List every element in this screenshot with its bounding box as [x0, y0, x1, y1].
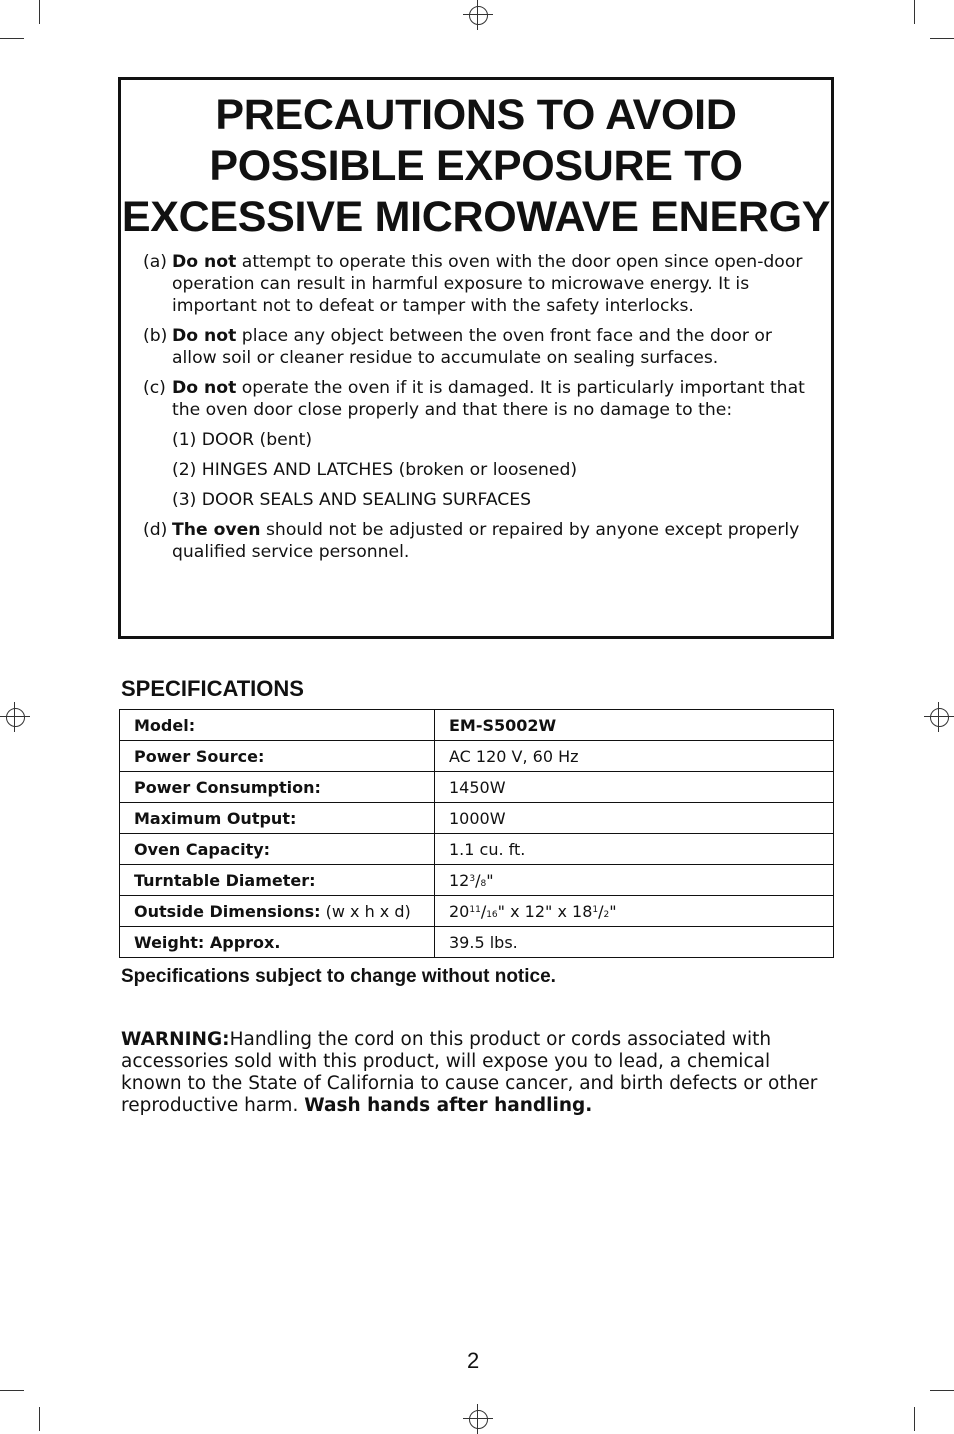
crop-mark: [39, 1407, 40, 1431]
fraction-denominator: 16: [486, 909, 498, 920]
spec-label: Oven Capacity:: [120, 834, 435, 865]
crop-mark: [0, 1390, 24, 1391]
spec-value: EM-S5002W: [435, 710, 834, 741]
fraction-numerator: 11: [469, 904, 481, 915]
item-text: attempt to operate this oven with the door open since open-door operation can result in harmful exposure to microwave energy. It is important not to defeat or tamper with the safety interlocks.: [172, 252, 803, 316]
fraction-numerator: 1: [592, 904, 599, 915]
spec-value: $12^3/8$": [435, 865, 834, 896]
table-row: [120, 865, 834, 896]
spec-label: Maximum Output:: [120, 803, 435, 834]
value-suffix: ": [609, 901, 617, 921]
specifications-notice: Specifications subject to change without notice.: [121, 966, 556, 987]
precaution-item-d: [143, 519, 811, 563]
value-whole: 20: [449, 901, 470, 921]
spec-label: Power Source:: [120, 741, 435, 772]
item-emphasis: Do not: [172, 326, 237, 346]
crop-mark: [914, 0, 915, 24]
warning-bold-end: Wash hands after handling.: [304, 1095, 593, 1116]
spec-label: Model:: [120, 710, 435, 741]
precautions-box: [118, 77, 834, 639]
crop-mark: [39, 0, 40, 24]
warning-label: WARNING:: [121, 1029, 230, 1050]
table-row: [120, 803, 834, 834]
crop-mark: [930, 38, 954, 39]
fraction-denominator: 2: [603, 909, 610, 920]
spec-value: $20^{11}/16$" x 12" x $18^1/2$": [435, 896, 834, 927]
spec-label: Turntable Diameter:: [120, 865, 435, 896]
spec-label-text: Outside Dimensions:: [134, 901, 321, 921]
item-label: (d): [143, 520, 168, 540]
registration-mark-icon: [463, 0, 493, 30]
spec-label: Power Consumption:: [120, 772, 435, 803]
spec-label-extra: (w x h x d): [320, 901, 411, 921]
precautions-title: PRECAUTIONS TO AVOID POSSIBLE EXPOSURE TO EXCESSIVE MICROWAVE ENERGY: [121, 91, 831, 241]
precaution-item-b: [143, 325, 811, 369]
precaution-subitem: (1) DOOR (bent): [172, 430, 313, 450]
fraction-numerator: 3: [469, 873, 476, 884]
registration-mark-icon: [463, 1404, 493, 1434]
item-text: operate the oven if it is damaged. It is particularly important that the oven door close properly and that there is no damage to the:: [172, 378, 805, 420]
table-row: [120, 741, 834, 772]
precaution-item-a: [143, 251, 811, 317]
warning-text: Handling the cord on this product or cords associated with accessories sold with this product, will expose you to lead, a chemical known to the State of California to cause cancer, and birth defects or other reproductive harm.: [121, 1029, 818, 1116]
precaution-subitem: (3) DOOR SEALS AND SEALING SURFACES: [172, 490, 532, 510]
table-row: [120, 927, 834, 958]
item-label: (b): [143, 326, 168, 346]
table-row: [120, 896, 834, 927]
item-emphasis: The oven: [172, 520, 261, 540]
precaution-subitem: (2) HINGES AND LATCHES (broken or loosened): [172, 460, 578, 480]
table-row: [120, 772, 834, 803]
item-emphasis: Do not: [172, 252, 237, 272]
spec-value: 1450W: [435, 772, 834, 803]
crop-mark: [930, 1390, 954, 1391]
crop-mark: [914, 1407, 915, 1431]
item-label: (a): [143, 252, 167, 272]
spec-label: [120, 896, 435, 927]
registration-mark-icon: [0, 702, 30, 732]
value-suffix: ": [486, 870, 494, 890]
registration-mark-icon: [924, 702, 954, 732]
fraction-denominator: 8: [480, 878, 487, 889]
table-row: [120, 710, 834, 741]
specifications-table: [119, 709, 834, 958]
warning-paragraph: [121, 1029, 831, 1117]
precaution-item-c: [143, 377, 811, 421]
value-whole: 12: [449, 870, 470, 890]
spec-value: 39.5 lbs.: [435, 927, 834, 958]
value-middle: " x 12" x 18: [497, 901, 593, 921]
spec-value: AC 120 V, 60 Hz: [435, 741, 834, 772]
item-text: should not be adjusted or repaired by anyone except properly qualified service personnel.: [172, 520, 800, 562]
item-text: place any object between the oven front face and the door or allow soil or cleaner residue to accumulate on sealing surfaces.: [172, 326, 773, 368]
crop-mark: [0, 38, 24, 39]
spec-value: 1.1 cu. ft.: [435, 834, 834, 865]
table-row: [120, 834, 834, 865]
page-number: 2: [467, 1348, 480, 1373]
item-emphasis: Do not: [172, 378, 237, 398]
spec-label: Weight: Approx.: [120, 927, 435, 958]
spec-value: 1000W: [435, 803, 834, 834]
item-label: (c): [143, 378, 166, 398]
specifications-heading: SPECIFICATIONS: [121, 676, 304, 701]
